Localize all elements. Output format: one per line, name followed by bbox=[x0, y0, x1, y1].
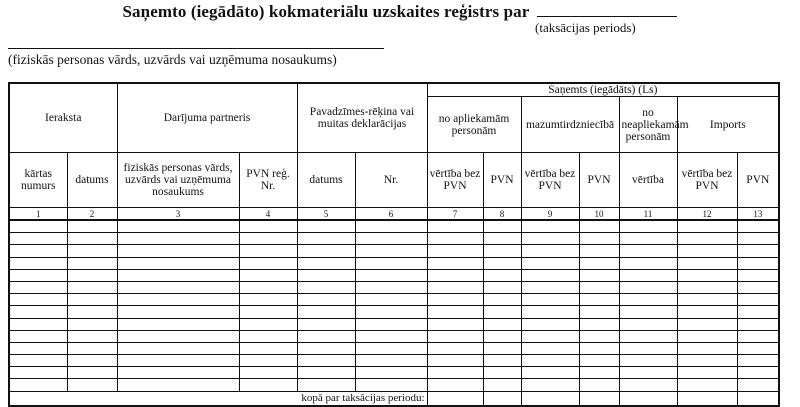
table-cell[interactable] bbox=[619, 233, 677, 245]
table-cell[interactable] bbox=[297, 330, 355, 342]
table-cell[interactable] bbox=[355, 379, 427, 391]
table-cell[interactable] bbox=[579, 379, 619, 391]
table-row bbox=[9, 367, 779, 379]
table-cell[interactable] bbox=[483, 379, 521, 391]
table-cell[interactable] bbox=[737, 367, 779, 379]
table-cell[interactable] bbox=[737, 294, 779, 306]
table-row bbox=[9, 233, 779, 245]
table-cell[interactable] bbox=[483, 306, 521, 318]
table-cell[interactable] bbox=[579, 355, 619, 367]
table-cell[interactable] bbox=[677, 257, 737, 269]
table-cell[interactable] bbox=[427, 318, 483, 330]
table-cell[interactable] bbox=[521, 355, 579, 367]
col-number: 13 bbox=[737, 208, 779, 221]
table-cell[interactable] bbox=[521, 330, 579, 342]
table-cell[interactable] bbox=[67, 257, 117, 269]
table-cell[interactable] bbox=[117, 318, 239, 330]
table-cell[interactable] bbox=[297, 281, 355, 293]
table-cell[interactable] bbox=[239, 379, 297, 391]
table-row bbox=[9, 269, 779, 281]
table-cell[interactable] bbox=[427, 269, 483, 281]
table-cell[interactable] bbox=[427, 330, 483, 342]
table-cell[interactable] bbox=[619, 281, 677, 293]
table-cell[interactable] bbox=[117, 342, 239, 354]
table-cell[interactable] bbox=[677, 318, 737, 330]
table-cell[interactable] bbox=[483, 342, 521, 354]
value-header: vērtība bbox=[619, 153, 677, 208]
table-cell[interactable] bbox=[355, 318, 427, 330]
table-cell[interactable] bbox=[297, 355, 355, 367]
retail-header: mazumtirdzniecībā bbox=[521, 97, 619, 153]
table-cell[interactable] bbox=[619, 220, 677, 233]
register-title-text: Saņemto (iegādāto) kokmateriālu uzskaites reģistrs par bbox=[122, 2, 530, 21]
table-cell[interactable] bbox=[9, 355, 67, 367]
table-cell[interactable] bbox=[117, 245, 239, 257]
table-cell[interactable] bbox=[239, 220, 297, 233]
col-number: 2 bbox=[67, 208, 117, 221]
total-cell[interactable] bbox=[677, 391, 737, 406]
table-cell[interactable] bbox=[737, 379, 779, 391]
table-cell[interactable] bbox=[427, 233, 483, 245]
total-label: kopā par taksācijas periodu: bbox=[9, 391, 427, 406]
table-cell[interactable] bbox=[619, 355, 677, 367]
table-row bbox=[9, 294, 779, 306]
table-cell[interactable] bbox=[677, 220, 737, 233]
table-cell[interactable] bbox=[677, 294, 737, 306]
table-row bbox=[9, 220, 779, 233]
table-cell[interactable] bbox=[355, 233, 427, 245]
table-cell[interactable] bbox=[239, 306, 297, 318]
table-cell[interactable] bbox=[117, 257, 239, 269]
table-cell[interactable] bbox=[579, 281, 619, 293]
table-row bbox=[9, 342, 779, 354]
name-line[interactable] bbox=[8, 48, 384, 49]
table-cell[interactable] bbox=[9, 281, 67, 293]
table-cell[interactable] bbox=[677, 306, 737, 318]
table-cell[interactable] bbox=[9, 220, 67, 233]
table-cell[interactable] bbox=[521, 220, 579, 233]
table-cell[interactable] bbox=[355, 306, 427, 318]
table-cell[interactable] bbox=[427, 245, 483, 257]
table-cell[interactable] bbox=[579, 257, 619, 269]
table-cell[interactable] bbox=[579, 269, 619, 281]
table-cell[interactable] bbox=[737, 220, 779, 233]
table-cell[interactable] bbox=[521, 306, 579, 318]
received-group-header: Saņemts (iegādāts) (Ls) bbox=[427, 83, 779, 97]
table-cell[interactable] bbox=[67, 379, 117, 391]
table-cell[interactable] bbox=[619, 306, 677, 318]
table-cell[interactable] bbox=[239, 318, 297, 330]
table-cell[interactable] bbox=[737, 245, 779, 257]
table-cell[interactable] bbox=[355, 294, 427, 306]
table-cell[interactable] bbox=[737, 269, 779, 281]
table-cell[interactable] bbox=[117, 379, 239, 391]
table-cell[interactable] bbox=[483, 355, 521, 367]
table-cell[interactable] bbox=[483, 318, 521, 330]
table-cell[interactable] bbox=[239, 281, 297, 293]
table-cell[interactable] bbox=[427, 294, 483, 306]
inv-date-header: datums bbox=[297, 153, 355, 208]
table-cell[interactable] bbox=[67, 318, 117, 330]
register-title bbox=[0, 2, 800, 22]
table-cell[interactable] bbox=[67, 355, 117, 367]
table-cell[interactable] bbox=[521, 281, 579, 293]
table-cell[interactable] bbox=[677, 233, 737, 245]
table-cell[interactable] bbox=[297, 367, 355, 379]
table-cell[interactable] bbox=[239, 269, 297, 281]
table-cell[interactable] bbox=[67, 245, 117, 257]
period-caption: (taksācijas periods) bbox=[535, 20, 636, 35]
table-cell[interactable] bbox=[9, 269, 67, 281]
table-cell[interactable] bbox=[579, 233, 619, 245]
table-cell[interactable] bbox=[521, 294, 579, 306]
non-taxable-header: no apliekamām personām bbox=[427, 97, 521, 153]
table-cell[interactable] bbox=[297, 379, 355, 391]
register-table bbox=[8, 82, 780, 407]
table-cell[interactable] bbox=[355, 269, 427, 281]
table-cell[interactable] bbox=[355, 220, 427, 233]
table-cell[interactable] bbox=[521, 318, 579, 330]
table-cell[interactable] bbox=[117, 281, 239, 293]
total-cell[interactable] bbox=[521, 391, 579, 406]
table-cell[interactable] bbox=[619, 367, 677, 379]
table-cell[interactable] bbox=[677, 245, 737, 257]
table-cell[interactable] bbox=[67, 233, 117, 245]
table-cell[interactable] bbox=[427, 281, 483, 293]
value-header: vērtība bez PVN bbox=[677, 153, 737, 208]
table-cell[interactable] bbox=[9, 306, 67, 318]
table-cell[interactable] bbox=[355, 257, 427, 269]
table-cell[interactable] bbox=[619, 379, 677, 391]
table-cell[interactable] bbox=[297, 245, 355, 257]
col-number: 9 bbox=[521, 208, 579, 221]
table-cell[interactable] bbox=[239, 367, 297, 379]
table-cell[interactable] bbox=[117, 233, 239, 245]
table-cell[interactable] bbox=[677, 367, 737, 379]
table-cell[interactable] bbox=[579, 330, 619, 342]
table-cell[interactable] bbox=[579, 306, 619, 318]
table-cell[interactable] bbox=[297, 220, 355, 233]
table-cell[interactable] bbox=[67, 342, 117, 354]
col-number: 7 bbox=[427, 208, 483, 221]
col-number: 4 bbox=[239, 208, 297, 221]
vat-header: PVN bbox=[483, 153, 521, 208]
vat-header: PVN bbox=[737, 153, 779, 208]
table-cell[interactable] bbox=[427, 342, 483, 354]
invoice-header: Pavadzīmes-rēķina vai muitas deklarācijas bbox=[297, 83, 427, 153]
table-cell[interactable] bbox=[521, 367, 579, 379]
table-cell[interactable] bbox=[297, 318, 355, 330]
total-cell[interactable] bbox=[427, 391, 483, 406]
table-cell[interactable] bbox=[297, 306, 355, 318]
non-taxable2-header: no neapliekamām personām bbox=[619, 97, 677, 153]
table-cell[interactable] bbox=[67, 269, 117, 281]
table-row bbox=[9, 355, 779, 367]
table-cell[interactable] bbox=[117, 355, 239, 367]
partner-header: Darījuma partneris bbox=[117, 83, 297, 153]
table-cell[interactable] bbox=[239, 294, 297, 306]
table-cell[interactable] bbox=[117, 306, 239, 318]
seq-number-header: kārtas numurs bbox=[9, 153, 67, 208]
total-cell[interactable] bbox=[737, 391, 779, 406]
table-cell[interactable] bbox=[483, 367, 521, 379]
table-cell[interactable] bbox=[677, 269, 737, 281]
table-cell[interactable] bbox=[9, 233, 67, 245]
total-cell[interactable] bbox=[579, 391, 619, 406]
table-cell[interactable] bbox=[521, 342, 579, 354]
table-cell[interactable] bbox=[737, 257, 779, 269]
table-cell[interactable] bbox=[355, 330, 427, 342]
table-cell[interactable] bbox=[521, 379, 579, 391]
table-cell[interactable] bbox=[117, 330, 239, 342]
table-cell[interactable] bbox=[619, 257, 677, 269]
table-cell[interactable] bbox=[239, 355, 297, 367]
value-header: vērtība bez PVN bbox=[521, 153, 579, 208]
table-cell[interactable] bbox=[427, 379, 483, 391]
table-cell[interactable] bbox=[9, 257, 67, 269]
table-cell[interactable] bbox=[427, 367, 483, 379]
table-cell[interactable] bbox=[579, 318, 619, 330]
col-number: 12 bbox=[677, 208, 737, 221]
table-cell[interactable] bbox=[677, 342, 737, 354]
table-cell[interactable] bbox=[297, 257, 355, 269]
table-cell[interactable] bbox=[483, 269, 521, 281]
table-cell[interactable] bbox=[239, 233, 297, 245]
table-cell[interactable] bbox=[67, 294, 117, 306]
table-cell[interactable] bbox=[521, 233, 579, 245]
table-cell[interactable] bbox=[355, 355, 427, 367]
table-cell[interactable] bbox=[619, 245, 677, 257]
table-cell[interactable] bbox=[355, 245, 427, 257]
table-cell[interactable] bbox=[239, 342, 297, 354]
col-number: 6 bbox=[355, 208, 427, 221]
table-cell[interactable] bbox=[483, 257, 521, 269]
col-number: 10 bbox=[579, 208, 619, 221]
table-cell[interactable] bbox=[239, 245, 297, 257]
period-blank[interactable] bbox=[537, 2, 677, 17]
name-caption: (fiziskās personas vārds, uzvārds vai uzņēmuma nosaukums) bbox=[8, 52, 337, 67]
table-cell[interactable] bbox=[427, 220, 483, 233]
table-row bbox=[9, 318, 779, 330]
table-cell[interactable] bbox=[737, 281, 779, 293]
table-cell[interactable] bbox=[427, 306, 483, 318]
table-cell[interactable] bbox=[67, 220, 117, 233]
table-row bbox=[9, 330, 779, 342]
vat-header: PVN bbox=[579, 153, 619, 208]
table-cell[interactable] bbox=[483, 294, 521, 306]
col-number: 11 bbox=[619, 208, 677, 221]
table-cell[interactable] bbox=[117, 367, 239, 379]
col-number: 3 bbox=[117, 208, 239, 221]
table-cell[interactable] bbox=[619, 330, 677, 342]
table-cell[interactable] bbox=[297, 294, 355, 306]
table-cell[interactable] bbox=[117, 269, 239, 281]
table-cell[interactable] bbox=[737, 233, 779, 245]
table-cell[interactable] bbox=[737, 355, 779, 367]
table-row bbox=[9, 257, 779, 269]
table-cell[interactable] bbox=[9, 367, 67, 379]
table-cell[interactable] bbox=[619, 342, 677, 354]
date-header: datums bbox=[67, 153, 117, 208]
table-cell[interactable] bbox=[9, 245, 67, 257]
table-cell[interactable] bbox=[483, 330, 521, 342]
col-number: 8 bbox=[483, 208, 521, 221]
table-cell[interactable] bbox=[521, 269, 579, 281]
table-cell[interactable] bbox=[9, 294, 67, 306]
table-cell[interactable] bbox=[9, 342, 67, 354]
table-cell[interactable] bbox=[67, 330, 117, 342]
table-cell[interactable] bbox=[521, 257, 579, 269]
table-cell[interactable] bbox=[483, 233, 521, 245]
table-cell[interactable] bbox=[579, 245, 619, 257]
table-cell[interactable] bbox=[483, 281, 521, 293]
table-cell[interactable] bbox=[521, 245, 579, 257]
table-cell[interactable] bbox=[9, 330, 67, 342]
table-cell[interactable] bbox=[427, 355, 483, 367]
table-cell[interactable] bbox=[677, 355, 737, 367]
table-cell[interactable] bbox=[737, 306, 779, 318]
table-row bbox=[9, 245, 779, 257]
table-cell[interactable] bbox=[737, 330, 779, 342]
table-cell[interactable] bbox=[355, 281, 427, 293]
table-cell[interactable] bbox=[619, 318, 677, 330]
col-number: 1 bbox=[9, 208, 67, 221]
table-cell[interactable] bbox=[737, 342, 779, 354]
total-cell[interactable] bbox=[483, 391, 521, 406]
table-cell[interactable] bbox=[677, 330, 737, 342]
entry-header: Ieraksta bbox=[9, 83, 117, 153]
table-cell[interactable] bbox=[677, 379, 737, 391]
table-cell[interactable] bbox=[67, 281, 117, 293]
table-cell[interactable] bbox=[9, 379, 67, 391]
table-cell[interactable] bbox=[737, 318, 779, 330]
table-row bbox=[9, 306, 779, 318]
table-cell[interactable] bbox=[355, 367, 427, 379]
table-cell[interactable] bbox=[579, 220, 619, 233]
table-cell[interactable] bbox=[239, 330, 297, 342]
table-cell[interactable] bbox=[355, 342, 427, 354]
table-row bbox=[9, 379, 779, 391]
table-cell[interactable] bbox=[239, 257, 297, 269]
partner-name-header: fiziskās personas vārds, uzvārds vai uzņēmuma nosaukums bbox=[117, 153, 239, 208]
table-cell[interactable] bbox=[579, 367, 619, 379]
value-header: vērtība bez PVN bbox=[427, 153, 483, 208]
table-cell[interactable] bbox=[297, 233, 355, 245]
table-cell[interactable] bbox=[483, 245, 521, 257]
table-cell[interactable] bbox=[297, 269, 355, 281]
table-cell[interactable] bbox=[619, 294, 677, 306]
table-cell[interactable] bbox=[117, 220, 239, 233]
col-number: 5 bbox=[297, 208, 355, 221]
table-cell[interactable] bbox=[677, 281, 737, 293]
table-cell[interactable] bbox=[619, 269, 677, 281]
table-cell[interactable] bbox=[483, 220, 521, 233]
imports-header: Imports bbox=[677, 97, 779, 153]
table-cell[interactable] bbox=[67, 367, 117, 379]
vat-reg-header: PVN reģ. Nr. bbox=[239, 153, 297, 208]
table-cell[interactable] bbox=[427, 257, 483, 269]
table-cell[interactable] bbox=[117, 294, 239, 306]
table-cell[interactable] bbox=[9, 318, 67, 330]
inv-nr-header: Nr. bbox=[355, 153, 427, 208]
table-cell[interactable] bbox=[297, 342, 355, 354]
table-cell[interactable] bbox=[67, 306, 117, 318]
table-cell[interactable] bbox=[579, 342, 619, 354]
table-cell[interactable] bbox=[579, 294, 619, 306]
total-cell[interactable] bbox=[619, 391, 677, 406]
table-row bbox=[9, 281, 779, 293]
